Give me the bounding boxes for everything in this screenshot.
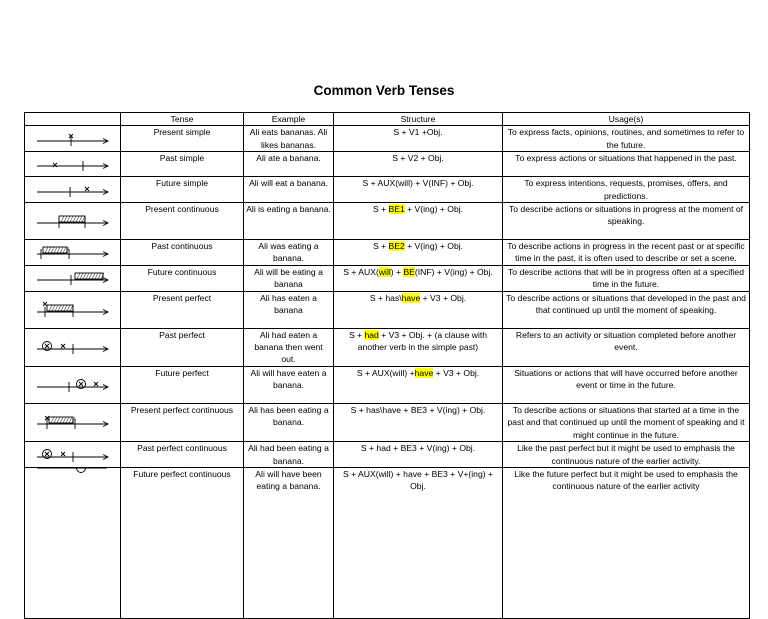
highlighted-structure-part: have [401,292,421,303]
example-cell: Ali had been eating a banana. [244,442,334,468]
hatch-line [60,247,63,253]
table-row [25,126,750,152]
usage-cell: To describe actions or situations in progress at the moment of speaking. [503,203,750,240]
tense-cell: Present continuous [121,203,244,240]
structure-part: + V(ing) + Obj. [404,241,464,252]
tense-cell: Past perfect continuous [121,442,244,468]
hatch-line [49,305,52,311]
hatch-line [51,247,54,253]
usage-cell: Refers to an activity or situation completed before another event. [503,328,750,366]
event-x-icon [61,452,65,456]
hatch-line [57,417,60,423]
header-example: Example [244,113,334,126]
event-x-icon [85,187,89,191]
table-row [25,291,750,328]
structure-cell [334,442,503,468]
hatch-line [83,273,86,279]
example-cell: Ali will be eating a banana [244,265,334,291]
structure-cell [334,203,503,240]
usage-cell: Situations or actions that will have occurred before another event or time in the future. [503,366,750,403]
table-row [25,240,750,266]
structure-cell [334,366,503,403]
structure-part: (INF) + V(ing) + Obj. [414,266,493,277]
table-row [25,203,750,240]
timeline-cell [25,403,121,441]
timeline-cell [25,328,121,366]
tense-cell: Future continuous [121,265,244,291]
duration-box [59,216,85,222]
hatch-line [98,273,101,279]
structure-part: S + [372,241,389,252]
structure-part: S + V1 +Obj. [393,127,443,138]
hatch-line [77,273,80,279]
event-x-icon [79,382,83,386]
hatch-line [80,273,83,279]
tense-cell: Future perfect continuous [121,467,244,618]
table-row [25,152,750,177]
highlighted-structure-part: BE2 [388,241,405,252]
hatch-line [92,273,95,279]
hatch-line [45,247,48,253]
hatch-line [52,305,55,311]
structure-part: ) + [390,266,404,277]
completed-event-icon [77,468,86,473]
hatch-line [51,417,54,423]
event-x-icon [61,344,65,348]
hatch-line [70,216,73,222]
example-cell: Ali will eat a banana. [244,177,334,203]
header-structure: Structure [334,113,503,126]
structure-part: S + AUX(will) + [356,367,415,378]
tense-cell: Past continuous [121,240,244,266]
hatch-line [57,247,60,253]
highlighted-structure-part: had [364,329,379,340]
timeline-cell [25,291,121,328]
duration-box [75,273,103,279]
timeline-diagram [25,240,121,264]
structure-part: + V(ing) + Obj. [404,204,464,215]
structure-part: + V3 + Obj. [433,367,480,378]
tense-cell: Future perfect [121,366,244,403]
timeline-cell [25,203,121,240]
page-title: Common Verb Tenses [313,83,455,98]
hatch-line [89,273,92,279]
hatch-line [86,273,89,279]
hatch-line [54,417,57,423]
highlighted-structure-part: have [414,367,434,378]
timeline-diagram [25,367,121,403]
table-row [25,403,750,441]
usage-cell: Like the past perfect but it might be used to emphasis the continuous nature of the earlier activity. [503,442,750,468]
usage-cell: To express actions or situations that happened in the past. [503,152,750,177]
table-row [25,366,750,403]
tense-cell: Past simple [121,152,244,177]
usage-cell: Like the future perfect but it might be used to emphasis the continuous nature of the earlier activity [503,467,750,618]
hatch-line [55,305,58,311]
structure-cell [334,328,503,366]
example-cell: Ali has eaten a banana [244,291,334,328]
example-cell: Ali eats bananas. Ali likes bananas. [244,126,334,152]
hatch-line [63,247,66,253]
hatch-line [76,216,79,222]
tense-cell: Past perfect [121,328,244,366]
structure-cell [334,403,503,441]
hatch-line [63,417,66,423]
structure-part: + V3 + Obj. [420,292,467,303]
example-cell: Ali had eaten a banana then went out. [244,328,334,366]
usage-cell: To express facts, opinions, routines, and sometimes to refer to the future. [503,126,750,152]
table-row [25,177,750,203]
hatch-line [69,417,72,423]
tense-cell: Present perfect continuous [121,403,244,441]
structure-cell [334,240,503,266]
example-cell: Ali was eating a banana. [244,240,334,266]
structure-part: S + had + BE3 + V(ing) + Obj. [360,443,476,454]
usage-cell: To describe actions that will be in progress often at a specified time in the future. [503,265,750,291]
timeline-diagram [25,266,121,290]
hatch-line [48,247,51,253]
timeline-cell [25,442,121,468]
timeline-cell [25,366,121,403]
header-tense: Tense [121,113,244,126]
hatch-line [79,216,82,222]
timeline-diagram [25,292,121,328]
structure-part: S + [348,329,365,340]
usage-cell: To describe actions in progress in the recent past or at specific time in the past, it is often used to describe or set a scene. [503,240,750,266]
usage-cell: To express intentions, requests, promises, offers, and predictions. [503,177,750,203]
highlighted-structure-part: BE [403,266,415,277]
header-row [25,113,750,126]
structure-cell [334,265,503,291]
highlighted-structure-part: BE1 [388,204,405,215]
structure-cell [334,291,503,328]
timeline-diagram [25,443,121,467]
structure-part: S + AUX(will) + V(INF) + Obj. [362,178,474,189]
timeline-cell [25,126,121,152]
hatch-line [66,417,69,423]
example-cell: Ali is eating a banana. [244,203,334,240]
example-cell: Ali will have eaten a banana. [244,366,334,403]
hatch-line [54,247,57,253]
hatch-line [64,216,67,222]
hatch-line [64,305,67,311]
timeline-cell [25,240,121,266]
duration-box [47,305,73,311]
usage-cell: To describe actions or situations that developed in the past and that continued up until the moment of speaking. [503,291,750,328]
example-cell: Ali will have been eating a banana. [244,467,334,618]
tense-cell: Present simple [121,126,244,152]
structure-part: S + AUX(will) + have + BE3 + V+(ing) + Obj. [343,468,493,492]
timeline-diagram [25,410,121,434]
table-row [25,328,750,366]
structure-cell [334,152,503,177]
hatch-line [61,216,64,222]
tense-cell: Future simple [121,177,244,203]
structure-part: S + [372,204,389,215]
table-row [25,265,750,291]
event-x-icon [45,344,49,348]
hatch-line [58,305,61,311]
structure-part: S + has\have + BE3 + V(ing) + Obj. [350,404,486,415]
hatch-line [95,273,98,279]
timeline-cell [25,152,121,177]
timeline-diagram [25,152,121,176]
structure-part: + V3 + Obj. + (a clause with another verb in the simple past) [357,329,488,353]
tense-cell: Present perfect [121,291,244,328]
timeline-cell [25,265,121,291]
structure-part: S + V2 + Obj. [392,153,444,164]
hatch-line [73,216,76,222]
timeline-cell [25,177,121,203]
event-x-icon [94,382,98,386]
structure-cell [334,126,503,152]
usage-cell: To describe actions or situations that started at a time in the past and that continued up until the moment of speaking and it might continue in the future. [503,403,750,441]
hatch-line [67,216,70,222]
hatch-line [67,305,70,311]
timeline-diagram [25,335,121,359]
example-cell: Ali has been eating a banana. [244,403,334,441]
timeline-diagram [25,127,121,151]
table-row [25,442,750,468]
event-x-icon [43,302,47,306]
hatch-line [60,417,63,423]
header-usage: Usage(s) [503,113,750,126]
structure-part: S + has\ [369,292,402,303]
event-x-icon [45,452,49,456]
highlighted-structure-part: will [378,266,391,277]
timeline-diagram [25,178,121,202]
hatch-line [61,305,64,311]
structure-cell [334,177,503,203]
timeline-diagram [25,203,121,239]
example-cell: Ali ate a banana. [244,152,334,177]
header-timeline [25,113,121,126]
structure-part: S + AUX( [343,266,379,277]
table-body [25,126,750,619]
